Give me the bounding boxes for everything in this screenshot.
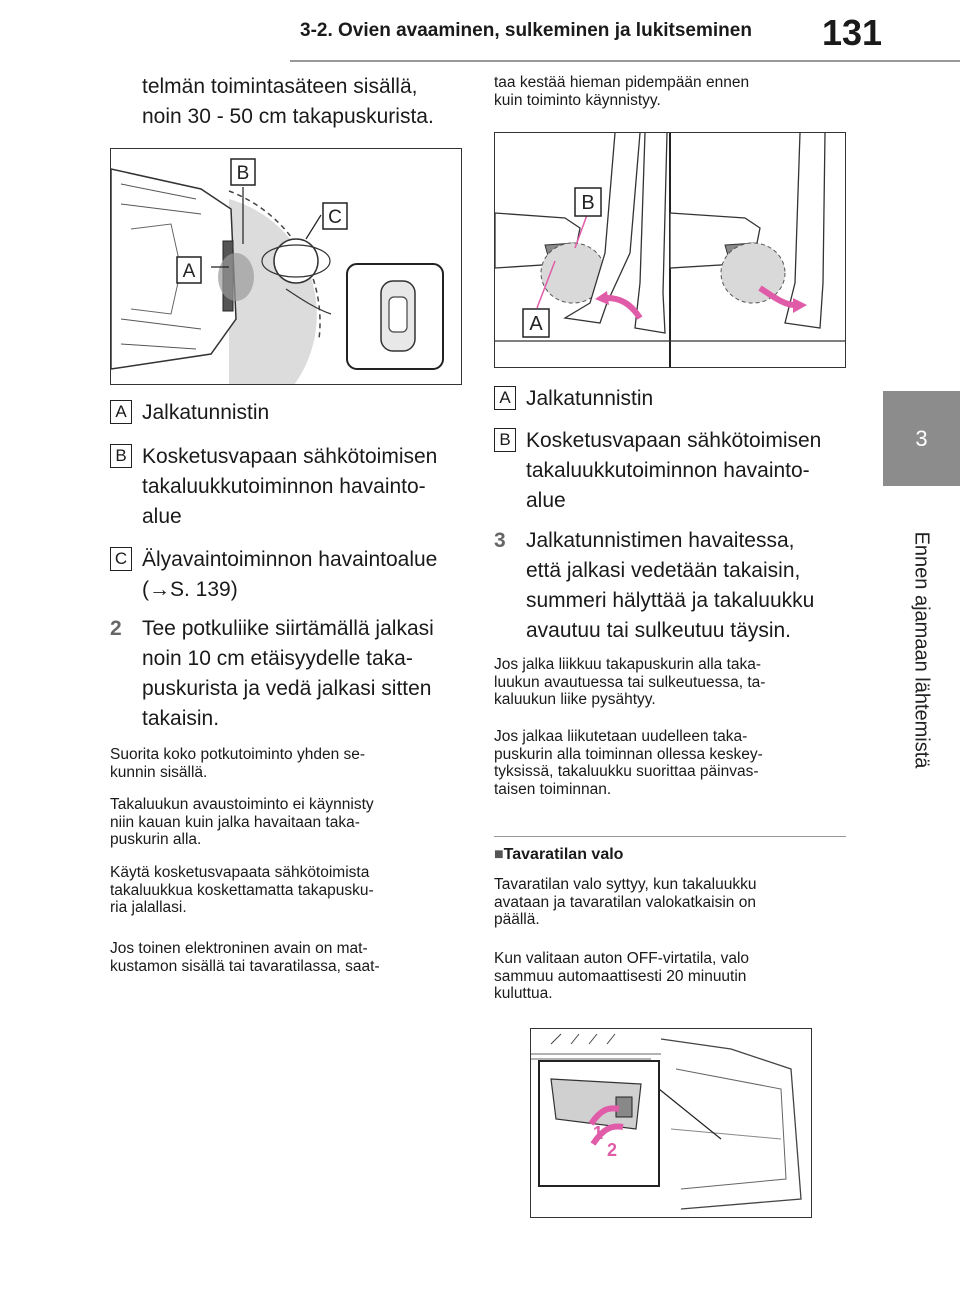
section-square-icon: ■: [494, 846, 504, 863]
note-1: [110, 746, 470, 781]
text-line: tyksissä, takaluukku suorittaa päinvas-: [494, 763, 759, 780]
chapter-label-text: Ennen ajamaan lähtemistä: [910, 531, 933, 769]
section-paragraph-1: [494, 876, 854, 929]
figure-label-2: 2: [607, 1140, 618, 1160]
step-number: 2: [110, 617, 122, 640]
figure-label-c: C: [328, 207, 342, 228]
text-line: Jos jalkaa liikutetaan uudelleen taka-: [494, 728, 748, 745]
text-line: Kun valitaan auton OFF-virtatila, valo: [494, 950, 750, 967]
legend-text: [526, 384, 846, 414]
text-line: avataan ja tavaratilan valokatkaisin on: [494, 893, 756, 911]
section-title: [494, 846, 623, 864]
text-line: kustamon sisällä tai tavaratilassa, saat-: [110, 957, 380, 975]
section-paragraph-2: [494, 950, 854, 1003]
text-line: (→S. 139): [142, 578, 238, 601]
figure-sensor-zones: [110, 148, 462, 385]
left-intro: [142, 72, 472, 132]
text-line: takaluukkutoiminnon havainto-: [526, 459, 810, 482]
legend-text: [142, 545, 462, 605]
figure-sensor-zones-drawing: [111, 149, 461, 384]
figure-label-b: B: [581, 192, 595, 214]
text-line: takaluukkua koskettamatta takapusku-: [110, 881, 374, 899]
text-line: noin 10 cm etäisyydelle taka-: [142, 647, 413, 670]
figure-luggage-light-drawing: [531, 1029, 811, 1217]
chapter-tab: [883, 391, 960, 486]
step-text: [142, 614, 462, 734]
text-line: taa kestää hieman pidempään ennen: [494, 74, 750, 91]
text-line: Kosketusvapaan sähkötoimisen: [142, 445, 438, 468]
figure-label-a: A: [182, 261, 196, 282]
text-line: alue: [142, 505, 182, 528]
text-line: Jalkatunnistimen havaitessa,: [526, 529, 795, 552]
legend-text: [142, 398, 462, 428]
text-line: avautuu tai sulkeutuu täysin.: [526, 619, 792, 642]
text-line: niin kauan kuin jalka havaitaan taka-: [110, 813, 360, 831]
text-line: kunnin sisällä.: [110, 763, 208, 781]
section-divider: [494, 836, 846, 837]
text-line: telmän toimintasäteen sisällä,: [142, 75, 418, 98]
text-line: että jalkasi vedetään takaisin,: [526, 559, 801, 582]
text-line: kaluukun liike pysähtyy.: [494, 691, 656, 708]
figure-kick-motion-drawing: [495, 133, 845, 367]
text-line: puskurin alla.: [110, 831, 202, 848]
text-line: Käytä kosketusvapaata sähkötoimista: [110, 864, 370, 881]
text-line: Tee potkuliike siirtämällä jalkasi: [142, 617, 434, 640]
step-text: [526, 526, 846, 646]
step-3: [494, 526, 854, 651]
section-title-text: Tavaratilan valo: [503, 846, 624, 863]
figure-label-a: A: [529, 313, 543, 335]
figure-kick-motion: [494, 132, 846, 368]
figure-luggage-light: [530, 1028, 812, 1218]
text-line: Kosketusvapaan sähkötoimisen: [526, 429, 822, 452]
text-line: takaluukkutoiminnon havainto-: [142, 475, 426, 498]
text-line: päällä.: [494, 911, 540, 928]
step-2: [110, 614, 470, 739]
text-line: takaisin.: [142, 707, 220, 730]
legend-letter: C: [110, 547, 132, 571]
text-line: Tavaratilan valo syttyy, kun takaluukku: [494, 876, 757, 893]
figure-label-b: B: [236, 163, 250, 184]
right-intro: [494, 74, 846, 109]
text-line: puskurin alla toiminnan ollessa keskey-: [494, 745, 763, 763]
text-line: kuluttua.: [494, 985, 553, 1002]
header-rule: [290, 60, 960, 62]
legend-letter: B: [494, 428, 516, 452]
text-line: alue: [526, 489, 566, 512]
text-line: noin 30 - 50 cm takapuskurista.: [142, 105, 434, 128]
text-line: sammuu automaattisesti 20 minuutin: [494, 967, 747, 985]
text-line: Älyavaintoiminnon havaintoalue: [142, 548, 438, 571]
page-number: 131: [822, 12, 883, 53]
text-line: Suorita koko potkutoiminto yhden se-: [110, 746, 366, 763]
text-line: Jos jalka liikkuu takapuskurin alla taka-: [494, 656, 762, 673]
step-number: 3: [494, 529, 506, 552]
note-2: [494, 728, 854, 798]
text-line: Jos toinen elektroninen avain on mat-: [110, 940, 368, 957]
text-line: puskurista ja vedä jalkasi sitten: [142, 677, 432, 700]
note-1: [494, 656, 854, 709]
legend-letter: A: [110, 400, 132, 424]
legend-text: [526, 426, 846, 516]
text-line: Jalkatunnistin: [526, 387, 654, 410]
text-line: Takaluukun avaustoiminto ei käynnisty: [110, 796, 374, 813]
note-2: [110, 796, 470, 849]
text-line: Jalkatunnistin: [142, 401, 270, 424]
legend-letter: B: [110, 444, 132, 468]
note-4: [110, 940, 470, 975]
legend-letter: A: [494, 386, 516, 410]
figure-label-1: 1: [593, 1123, 604, 1143]
text-line: kuin toiminto käynnistyy.: [494, 91, 661, 109]
text-line: luukun avautuessa tai sulkeutuessa, ta-: [494, 673, 766, 691]
text-line: ria jalallasi.: [110, 899, 187, 916]
note-3: [110, 864, 470, 917]
chapter-number: 3: [915, 425, 928, 451]
legend-text: [142, 442, 462, 532]
text-line: taisen toiminnan.: [494, 780, 612, 798]
running-header: 3-2. Ovien avaaminen, sulkeminen ja lukitseminen: [300, 20, 752, 41]
text-line: summeri hälyttää ja takaluukku: [526, 589, 815, 612]
